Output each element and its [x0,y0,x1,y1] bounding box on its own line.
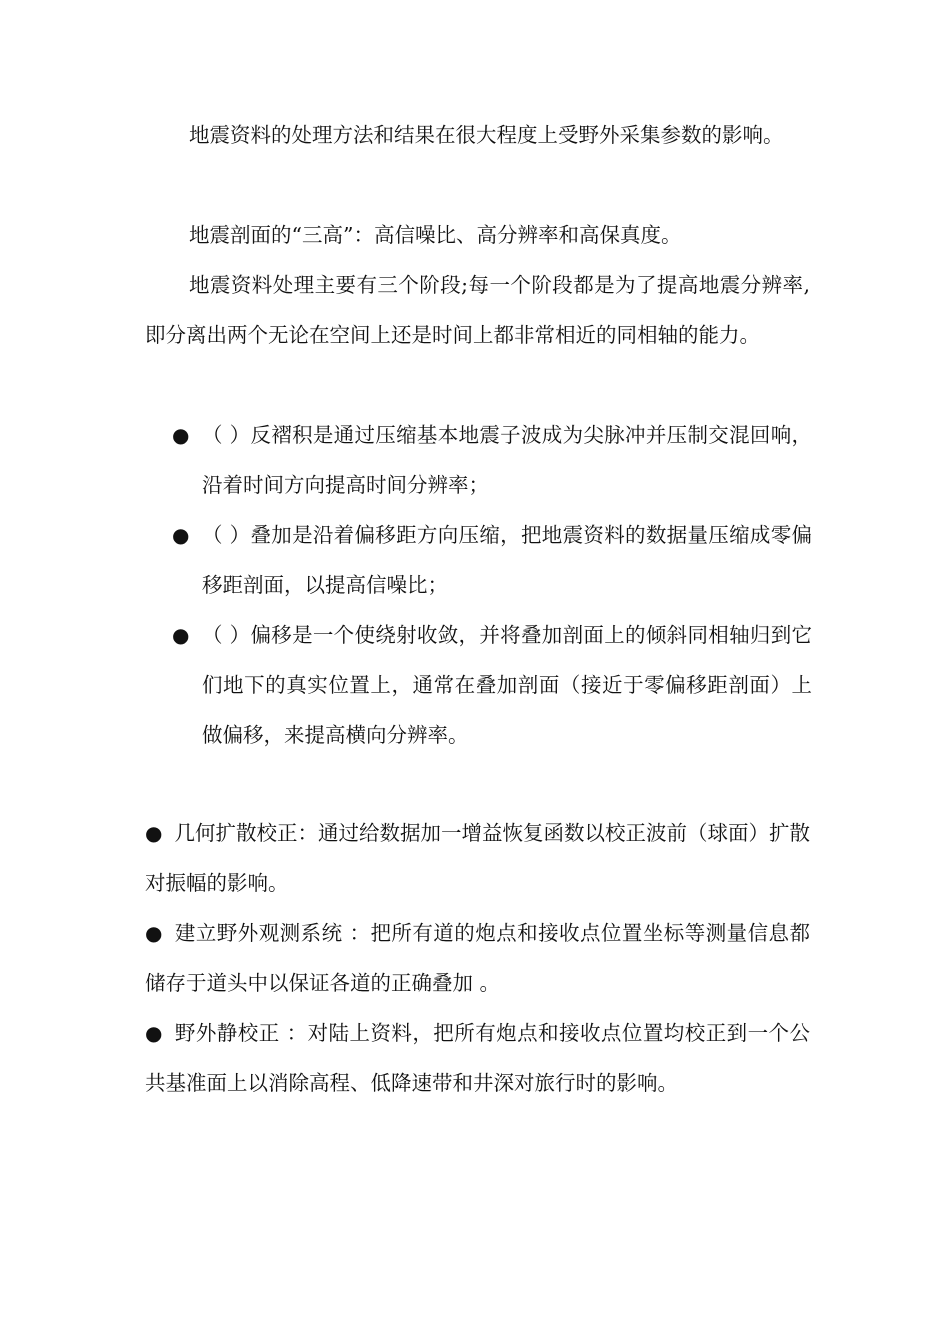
paragraph-three-stages: 地震资料处理主要有三个阶段;每一个阶段都是为了提高地震分辨率,即分离出两个无论在空间上还是时间上都非常相近的同相轴的能力。 [145,273,810,347]
term-bullet-text: 建立野外观测系统 ：把所有道的炮点和接收点位置坐标等测量信息都储存于道头中以保证各道的正确叠加 。 [145,921,810,995]
paragraph-three-highs: 地震剖面的“三高”：高信噪比、高分辨率和高保真度。 [189,223,682,247]
stage-bullet-text: （ ）偏移是一个使绕射收敛，并将叠加剖面上的倾斜同相轴归到它们地下的真实位置上，通常在叠加剖面（接近于零偏移距剖面）上做偏移，来提高横向分辨率。 [202,623,812,747]
bullet-marker: ● [172,423,190,447]
bullet-marker: ● [145,821,163,845]
term-bullet-text: 野外静校正 ：对陆上资料，把所有炮点和接收点位置均校正到一个公共基准面上以消除高程、低降速带和井深对旅行时的影响。 [145,1021,810,1095]
term-bullet-field-geometry [145,908,810,1008]
paragraph-intro: 地震资料的处理方法和结果在很大程度上受野外采集参数的影响。 [189,123,784,147]
term-bullet-text: 几何扩散校正：通过给数据加一增益恢复函数以校正波前（球面）扩散对振幅的影响。 [145,821,810,895]
term-bullet-geometric-spreading [145,808,810,908]
bullet-marker: ● [145,1021,163,1045]
stage-bullet-migration [172,610,812,760]
stage-bullet-deconvolution [172,410,812,510]
stage-bullet-text: （ ）叠加是沿着偏移距方向压缩，把地震资料的数据量压缩成零偏移距剖面，以提高信噪比； [202,523,812,597]
term-bullet-field-statics [145,1008,810,1108]
bullet-marker: ● [172,623,190,647]
stage-bullet-text: （ ）反褶积是通过压缩基本地震子波成为尖脉冲并压制交混回响，沿着时间方向提高时间分辨率； [202,423,812,497]
bullet-marker: ● [145,921,163,945]
stage-bullet-stacking [172,510,812,610]
bullet-marker: ● [172,523,190,547]
